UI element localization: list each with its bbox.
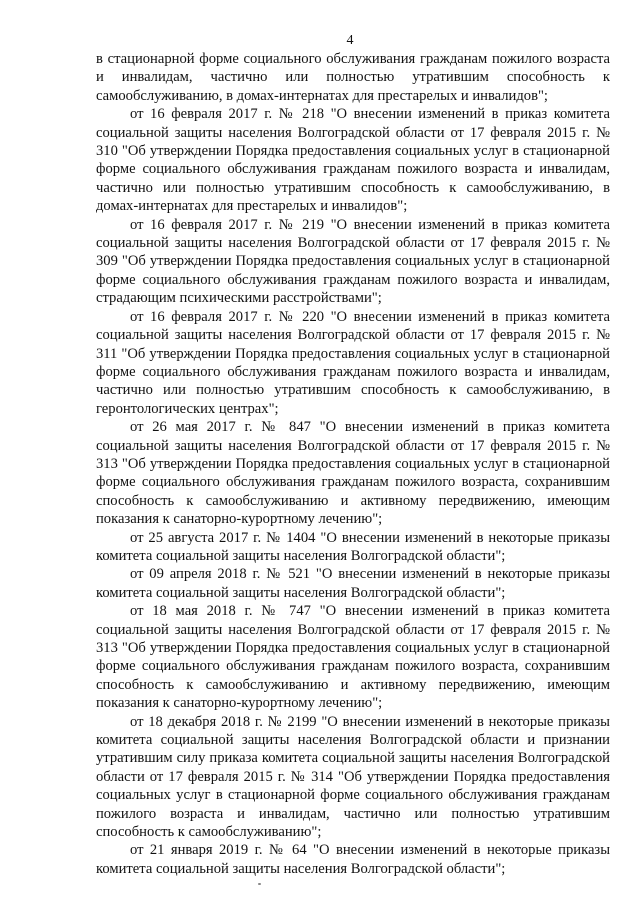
paragraph-order-220: от 16 февраля 2017 г. № 220 "О внесении изменений в приказ комитета социальной защиты населения Волгоградской области от 17 февраля 2015 г. № 311 "Об утверждении Порядка предоставления социальных услуг в стационарной форме социального обслуживания гражданам пожилого возраста и инвалидам, частично или полностью утратившим способность к самообслуживанию, в геронтологических центрах"; (96, 308, 610, 417)
paragraph-order-847: от 26 мая 2017 г. № 847 "О внесении изменений в приказ комитета социальной защиты населения Волгоградской области от 17 февраля 2015 г. № 313 "Об утверждении Порядка предоставления социальных услуг в стационарной форме социального обслуживания гражданам пожилого возраста, сохранившим способность к самообслуживанию и активному передвижению, имеющим показания к санаторно-курортному лечению"; (96, 419, 610, 528)
paragraph-order-521: от 09 апреля 2018 г. № 521 "О внесении изменений в некоторые приказы комитета социальной защиты населения Волгоградской области"; (96, 566, 610, 601)
paragraph-order-64: от 21 января 2019 г. № 64 "О внесении изменений в некоторые приказы комитета социальной защиты населения Волгоградской области"; (96, 842, 610, 877)
page-number: 4 (346, 33, 354, 48)
paragraph-order-219: от 16 февраля 2017 г. № 219 "О внесении изменений в приказ комитета социальной защиты населения Волгоградской области от 17 февраля 2015 г. № 309 "Об утверждении Порядка предоставления социальных услуг в стационарной форме социального обслуживания гражданам пожилого возраста и инвалидам, страдающим психическими расстройствами"; (96, 216, 610, 307)
document-body (96, 50, 610, 878)
paragraph-order-218: от 16 февраля 2017 г. № 218 "О внесении изменений в приказ комитета социальной защиты населения Волгоградской области от 17 февраля 2015 г. № 310 "Об утверждении Порядка предоставления социальных услуг в стационарной форме социального обслуживания гражданам пожилого возраста и инвалидам, частично или полностью утратившим способность к самообслуживанию, в домах-интернатах для престарелых и инвалидов"; (96, 106, 610, 215)
paragraph-order-2199: от 18 декабря 2018 г. № 2199 "О внесении изменений в некоторые приказы комитета социальной защиты населения Волгоградской области и признании утратившим силу приказа комитета социальной защиты населения Волгоградской области от 17 февраля 2015 г. № 314 "Об утверждении Порядка предоставления социальных услуг в стационарной форме социального обслуживания гражданам пожилого возраста и инвалидам, частично или полностью утратившим способность к самообслуживанию"; (96, 713, 610, 841)
paragraph-continuation: в стационарной форме социального обслуживания гражданам пожилого возраста и инвалидам, частично или полностью утратившим способность к самообслуживанию, в домах-интернатах для престарелых и инвалидов"; (96, 51, 610, 104)
paragraph-order-747: от 18 мая 2018 г. № 747 "О внесении изменений в приказ комитета социальной защиты населения Волгоградской области от 17 февраля 2015 г. № 313 "Об утверждении Порядка предоставления социальных услуг в стационарной форме социального обслуживания гражданам пожилого возраста, сохранившим способность к самообслуживанию и активному передвижению, имеющим показания к санаторно-курортному лечению"; (96, 603, 610, 712)
scan-speck (258, 883, 261, 885)
paragraph-order-1404: от 25 августа 2017 г. № 1404 "О внесении изменений в некоторые приказы комитета социальной защиты населения Волгоградской области"; (96, 529, 610, 564)
